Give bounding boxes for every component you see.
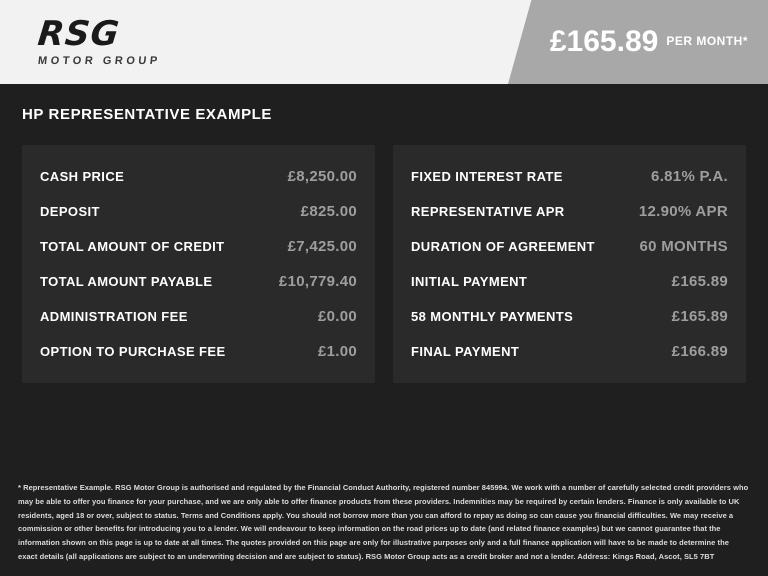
table-row <box>411 159 728 194</box>
row-label: FIXED INTEREST RATE <box>411 169 563 184</box>
row-value: £8,250.00 <box>287 168 357 185</box>
row-label: ADMINISTRATION FEE <box>40 309 188 324</box>
table-row <box>411 194 728 229</box>
row-label: DURATION OF AGREEMENT <box>411 239 595 254</box>
table-row <box>40 194 357 229</box>
row-value: £825.00 <box>300 203 357 220</box>
page-header <box>0 0 768 84</box>
page-title: HP REPRESENTATIVE EXAMPLE <box>22 106 273 123</box>
table-row <box>411 264 728 299</box>
row-value: 60 MONTHS <box>639 238 728 255</box>
row-value: £1.00 <box>317 343 357 360</box>
row-label: TOTAL AMOUNT PAYABLE <box>40 274 213 289</box>
table-row <box>40 229 357 264</box>
monthly-price-period: PER MONTH* <box>666 34 748 48</box>
row-label: 58 MONTHLY PAYMENTS <box>411 309 574 324</box>
brand-logo <box>35 14 208 70</box>
logo-tagline: MOTOR GROUP <box>37 55 162 67</box>
table-row <box>40 159 357 194</box>
logo-wordmark: RSG <box>35 14 122 54</box>
finance-tables <box>0 123 768 383</box>
row-label: FINAL PAYMENT <box>411 344 520 359</box>
row-label: OPTION TO PURCHASE FEE <box>40 344 226 359</box>
table-row <box>40 299 357 334</box>
table-row <box>40 264 357 299</box>
row-label: REPRESENTATIVE APR <box>411 204 565 219</box>
row-value: £0.00 <box>317 308 357 325</box>
row-value: £165.89 <box>671 273 728 290</box>
row-value: £10,779.40 <box>278 273 357 290</box>
row-value: 6.81% P.A. <box>651 168 728 185</box>
row-value: £7,425.00 <box>287 238 357 255</box>
monthly-price-amount: £165.89 <box>549 25 659 58</box>
row-label: TOTAL AMOUNT OF CREDIT <box>40 239 225 254</box>
row-value: £166.89 <box>671 343 728 360</box>
table-row <box>411 299 728 334</box>
table-row <box>411 229 728 264</box>
finance-table-left <box>22 145 375 383</box>
finance-table-right <box>393 145 746 383</box>
row-label: CASH PRICE <box>40 169 125 184</box>
row-value: £165.89 <box>671 308 728 325</box>
row-label: DEPOSIT <box>40 204 100 219</box>
row-value: 12.90% APR <box>638 203 728 220</box>
table-row <box>40 334 357 369</box>
table-row <box>411 334 728 369</box>
monthly-price-block <box>550 0 748 84</box>
legal-disclaimer: * Representative Example. RSG Motor Group is authorised and regulated by the Financial Conduct Authority, registered number 845994. We work with a number of carefully selected credit providers who may be able to offer you finance for your purchase, and we are only able to offer finance products from these providers. Indemnities may be required by certain lenders. Finance is only available to UK residents, aged 18 or over, subject to status. Terms and Conditions apply. You should not borrow more than you can afford to repay as doing so can cause you financial difficulties. We may receive a commission or other benefits for introducing you to a lender. We will endeavour to keep information on the road prices up to date (and related finance examples) but we cannot guarantee that the information shown on this page is up to date at all times. The quotes provided on this page are only for illustrative purposes only and a full finance application will have to be made to determine the exact details (all applications are subject to an underwriting decision and are subject to status). RSG Motor Group acts as a credit broker and not a lender. Address: Kings Road, Ascot, SL5 7BT <box>18 482 749 562</box>
row-label: INITIAL PAYMENT <box>411 274 528 289</box>
